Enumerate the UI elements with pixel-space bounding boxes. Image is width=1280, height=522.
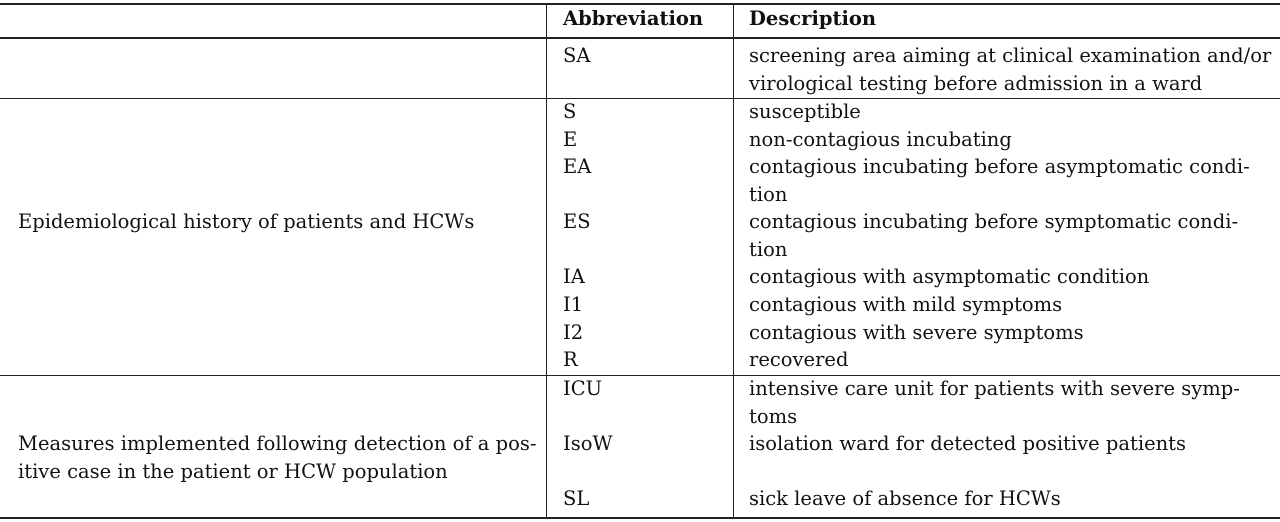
abbr-icu: ICU [563,377,603,400]
header-rule [0,37,1280,39]
abbr-s: S [563,100,577,123]
desc-es-line-2: tion [749,237,788,261]
category-measures-line-1: Measures implemented following detection of a pos- [18,432,537,455]
category-epidemiological-history: Epidemiological history of patients and HCWs [18,210,475,233]
abbr-isow: IsoW [563,432,613,455]
desc-ea-line-2: tion [749,182,788,206]
desc-sa-line-2: virological testing before admission in a ward [749,71,1203,95]
abbr-i1: I1 [563,293,584,316]
desc-i1: contagious with mild symptoms [749,293,1063,316]
desc-e: non-contagious incubating [749,127,1012,151]
abbr-r: R [563,348,578,371]
abbr-i2: I2 [563,320,584,344]
abbr-ea: EA [563,155,592,178]
desc-isow: isolation ward for detected positive patients [749,432,1187,455]
desc-r: recovered [749,348,849,371]
header-abbreviation: Abbreviation [563,7,704,30]
column-divider-2 [733,5,734,517]
desc-s: susceptible [749,100,861,123]
desc-sa-line-1: screening area aiming at clinical examination and/or [749,44,1272,67]
group-rule-1 [0,98,1280,99]
desc-icu-line-1: intensive care unit for patients with severe symp- [749,377,1240,400]
bottom-rule [0,517,1280,519]
abbr-sl: SL [563,487,590,510]
abbr-e: E [563,127,578,151]
abbr-sa: SA [563,44,591,67]
category-measures-line-2: itive case in the patient or HCW population [18,459,448,483]
desc-es-line-1: contagious incubating before symptomatic condi- [749,210,1239,233]
desc-i2: contagious with severe symptoms [749,320,1084,344]
desc-ia: contagious with asymptomatic condition [749,265,1150,288]
header-description: Description [749,7,877,30]
abbr-ia: IA [563,265,585,288]
abbr-es: ES [563,210,591,233]
desc-icu-line-2: toms [749,404,798,428]
desc-sl: sick leave of absence for HCWs [749,487,1061,510]
column-divider-1 [546,5,547,517]
desc-ea-line-1: contagious incubating before asymptomatic condi- [749,155,1250,178]
